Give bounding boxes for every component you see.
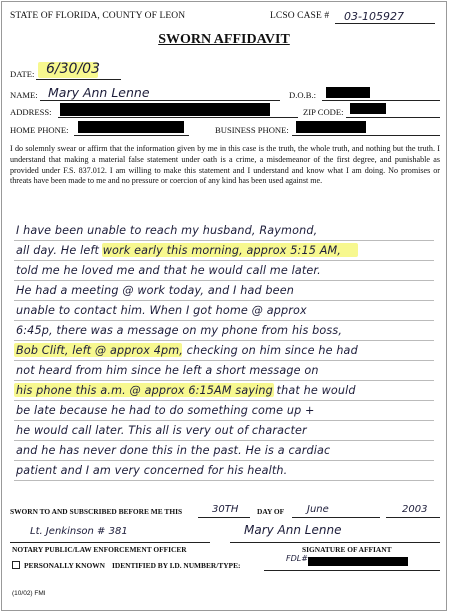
name-value: Mary Ann Lenne xyxy=(48,85,150,100)
statement-line: patient and I am very concerned for his health. xyxy=(16,464,288,477)
address-label: ADDRESS: xyxy=(10,107,52,117)
statement-line: I have been unable to reach my husband, Raymond, xyxy=(16,224,318,237)
notary-signature-line xyxy=(10,542,210,543)
statement-line: his phone this a.m. @ approx 6:15AM saying that he would xyxy=(16,384,356,397)
statement-line: told me he loved me and that he would call me later. xyxy=(16,264,321,277)
home-phone-underline xyxy=(74,135,189,136)
statement-line: and he has never done this in the past. He is a cardiac xyxy=(16,444,331,457)
case-number-label: LCSO CASE # xyxy=(270,11,330,21)
zip-label: ZIP CODE: xyxy=(303,107,344,117)
statement-line: He had a meeting @ work today, and I had been xyxy=(16,284,294,297)
sworn-day-value: 30TH xyxy=(212,504,239,515)
business-phone-redaction xyxy=(296,121,366,133)
statement-line: all day. He left work early this morning, approx 5:15 AM, xyxy=(16,244,342,257)
sworn-prefix: SWORN TO AND SUBSCRIBED BEFORE ME THIS xyxy=(10,507,183,516)
statement-line: not heard from him since he left a short message on xyxy=(16,364,319,377)
sworn-day-underline xyxy=(198,517,250,518)
affiant-id-redaction xyxy=(308,557,408,566)
sworn-year: 2003 xyxy=(402,504,428,515)
statement-line: be late because he had to do something come up + xyxy=(16,404,315,417)
case-number-value: 03-105927 xyxy=(344,10,404,23)
personally-known-label: PERSONALLY KNOWN xyxy=(24,561,105,570)
jurisdiction-header: STATE OF FLORIDA, COUNTY OF LEON xyxy=(10,11,186,21)
statement-line: 6:45p, there was a message on my phone from his boss, xyxy=(16,324,343,337)
date-underline xyxy=(36,79,121,80)
zip-redaction xyxy=(350,103,386,114)
address-underline xyxy=(58,117,298,118)
home-phone-redaction xyxy=(78,121,184,133)
sworn-month-value: June xyxy=(307,504,329,515)
dob-redaction xyxy=(326,87,370,98)
statement-line: unable to contact him. When I got home @ approx xyxy=(16,304,307,317)
identified-by-label: IDENTIFIED BY I.D. NUMBER/TYPE: xyxy=(112,561,241,570)
statement-line: Bob Clift, left @ approx 4pm, checking on him since he had xyxy=(16,344,358,357)
statement-line: he would call later. This all is very out of character xyxy=(16,424,307,437)
business-phone-label: BUSINESS PHONE: xyxy=(215,125,289,135)
dob-underline xyxy=(322,100,440,101)
sworn-day-of: DAY OF xyxy=(257,507,285,516)
case-number-underline xyxy=(335,23,435,24)
affiant-sub: FDL# xyxy=(286,554,308,563)
date-label: DATE: xyxy=(10,69,35,79)
name-label: NAME: xyxy=(10,90,38,100)
affiant-signature-line xyxy=(230,542,440,543)
zip-underline xyxy=(346,117,440,118)
sworn-month-underline xyxy=(292,517,380,518)
form-title: SWORN AFFIDAVIT xyxy=(158,32,290,47)
address-redaction xyxy=(60,103,270,116)
date-value: 6/30/03 xyxy=(46,61,100,77)
sworn-year-underline xyxy=(386,517,440,518)
form-code: (10/02) FMI xyxy=(12,590,46,597)
identified-by-underline xyxy=(264,570,440,571)
affidavit-page xyxy=(1,1,447,611)
notary-label: NOTARY PUBLIC/LAW ENFORCEMENT OFFICER xyxy=(12,545,187,554)
affiant-label: SIGNATURE OF AFFIANT xyxy=(302,545,392,554)
oath-paragraph: I do solemnly swear or affirm that the information given by me in this case is the truth, the whole truth, and nothing but the truth. I understand that making a material false statement under oath is a crime, a misdemeanor of the first degree, and punishable as provided under F.S. 837.012. I am willing to make this statement and I understand and know what I am doing. No promises or threats have been made to me and no pressure or coercion of any kind has been used against me. xyxy=(10,144,440,186)
affiant-signature: Mary Ann Lenne xyxy=(244,523,342,537)
personally-known-checkbox xyxy=(12,561,20,569)
notary-signature: Lt. Jenkinson # 381 xyxy=(30,526,128,537)
dob-label: D.O.B.: xyxy=(289,90,316,100)
home-phone-label: HOME PHONE: xyxy=(10,125,69,135)
name-underline xyxy=(40,100,280,101)
business-phone-underline xyxy=(292,135,440,136)
